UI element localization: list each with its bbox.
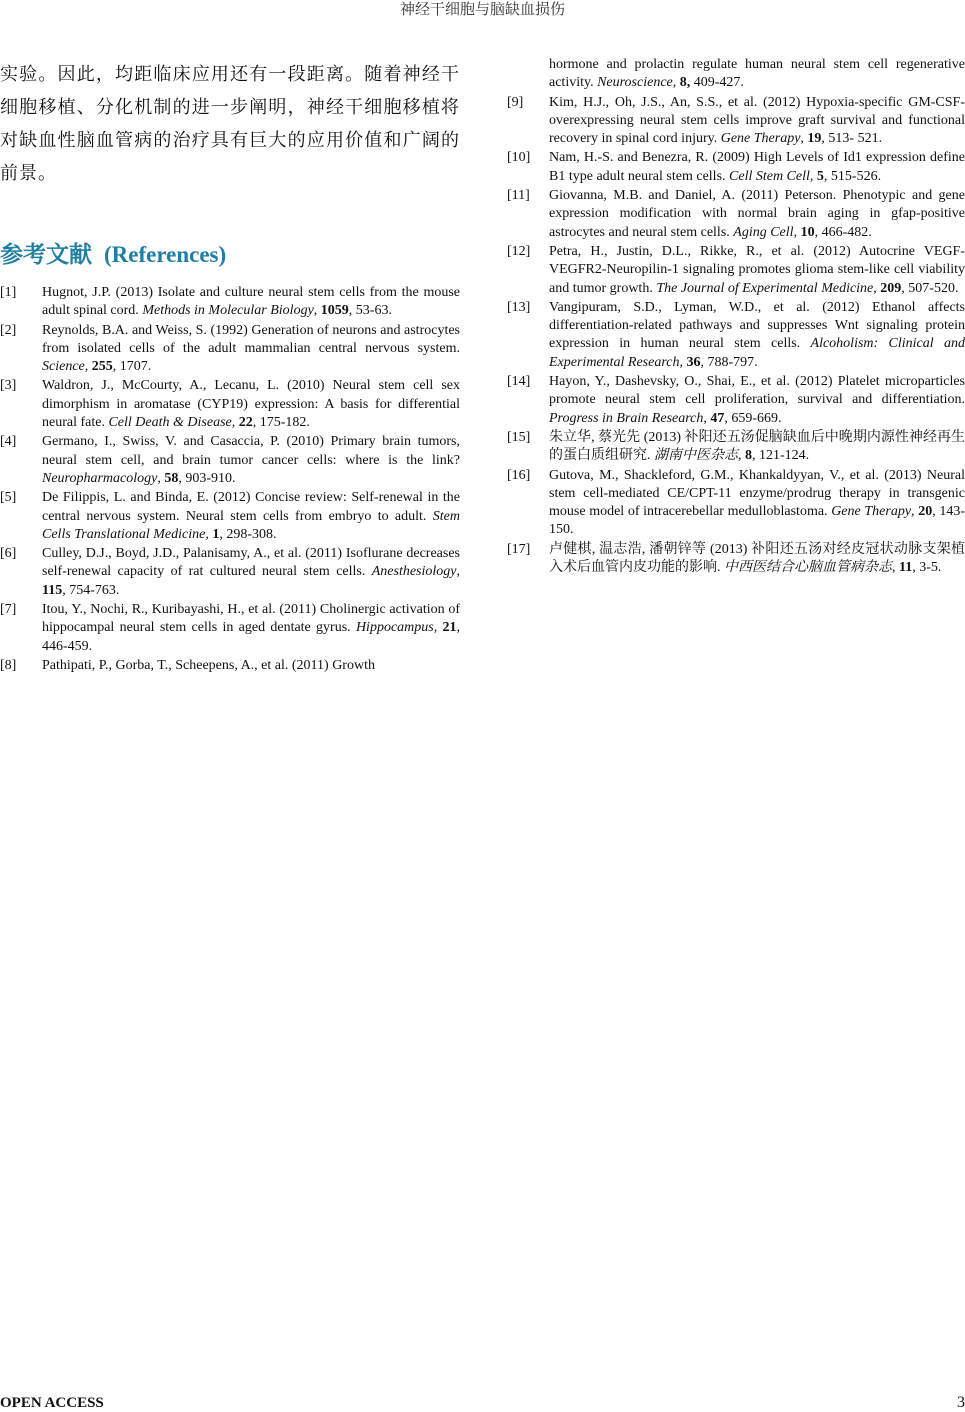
reference-text: Waldron, J., McCourty, A., Lecanu, L. (2010) Neural stem cell sex dimorphism in aromatase (CYP19) expression: A basis for differential neural fate. (42, 378, 460, 431)
reference-journal: 中西医结合心脑血管病杂志 (724, 560, 892, 576)
reference-volume: 1 (212, 526, 220, 542)
reference-journal: Anesthesiology (371, 564, 457, 580)
reference-item (507, 94, 965, 149)
continuation-volume: 8, (679, 75, 691, 91)
references-heading-cn: 参考文献 (0, 242, 92, 267)
reference-volume: 11 (899, 560, 913, 576)
open-access-label: OPEN ACCESS (0, 1395, 104, 1411)
reference-pages: 121-124. (759, 448, 810, 464)
reference-volume: 36 (686, 354, 701, 370)
reference-journal: Gene Therapy (831, 504, 912, 520)
reference-volume: 5 (816, 168, 824, 184)
reference-item (507, 243, 965, 298)
reference-number: [1] (0, 285, 17, 300)
reference-journal: Hippocampus (355, 620, 434, 636)
reference-body: Hugnot, J.P. (2013) Isolate and culture neural stem cells from the mouse adult spinal cord. Methods in Molecular Biology, 1059, 53-63. (42, 285, 460, 319)
running-title: 神经干细胞与脑缺血损伤 (399, 2, 565, 18)
reference-item (507, 299, 965, 372)
reference-number: [7] (0, 602, 17, 618)
reference-body: 朱立华, 蔡光先 (2013) 补阳还五汤促脑缺血后中晚期内源性神经再生的蛋白质组研究. 湖南中医杂志, 8, 121-124. (549, 429, 965, 464)
references-heading-en: (References) (104, 242, 227, 267)
reference-pages: 175-182. (259, 415, 310, 431)
reference-body: 卢健棋, 温志浩, 潘朝锌等 (2013) 补阳还五汤对经皮冠状动脉支架植入术后血管内皮功能的影响. 中西医结合心脑血管病杂志, 11, 3-5. (549, 541, 965, 576)
reference-pages: 754-763. (69, 582, 120, 598)
reference-number: [17] (507, 541, 531, 557)
reference-body: Nam, H.-S. and Benezra, R. (2009) High Levels of Id1 expression define B1 type adult neural stem cells. Cell Stem Cell, 5, 515-526. (549, 150, 965, 184)
reference-text: Petra, H., Justin, D.L., Rikke, R., et al. (2012) Autocrine VEGF-VEGFR2-Neuropilin-1 signaling promotes glioma stem-like cell viability and tumor growth. (549, 243, 965, 296)
reference-item (0, 377, 460, 432)
reference-item (507, 429, 965, 466)
reference-pages: 446-459. (42, 638, 93, 654)
reference-item (507, 467, 965, 540)
continuation-pages: 409-427. (690, 75, 744, 91)
reference-text: Germano, I., Swiss, V. and Casaccia, P. (2010) Primary brain tumors, neural stem cell, and brain tumor cancer cells: where is the link? (42, 434, 460, 468)
conclusion-paragraph: 实验。因此，均距临床应用还有一段距离。随着神经干细胞移植、分化机制的进一步阐明，神经干细胞移植将对缺血性脑血管病的治疗具有巨大的应用价值和广阔的前景。 (0, 64, 460, 183)
reference-body: Hayon, Y., Dashevsky, O., Shai, E., et al. (2012) Platelet microparticles promote neural stem cell proliferation, survival and differentiation. Progress in Brain Research, 47, 659-669. (549, 374, 965, 426)
reference-item (0, 284, 460, 321)
reference-item (0, 489, 460, 544)
reference-volume: 255 (91, 359, 113, 375)
reference-body: Germano, I., Swiss, V. and Casaccia, P. (2010) Primary brain tumors, neural stem cell, and brain tumor cancer cells: where is the link? Neuropharmacology, 58, 903-910. (42, 434, 460, 486)
left-column (0, 58, 460, 676)
reference-body: Culley, D.J., Boyd, J.D., Palanisamy, A., et al. (2011) Isoflurane decreases self-renewal capacity of rat cultured neural stem cells. Anesthesiology, 115, 754-763. (42, 546, 460, 598)
reference-item (0, 657, 460, 675)
reference-number: [14] (507, 374, 531, 390)
reference-text: Pathipati, P., Gorba, T., Scheepens, A., et al. (2011) Growth (42, 657, 375, 673)
reference-text: 卢健棋, 温志浩, 潘朝锌等 (2013) 补阳还五汤对经皮冠状动脉支架植入术后血管内皮功能的影响. (549, 541, 965, 576)
reference-body: Waldron, J., McCourty, A., Lecanu, L. (2010) Neural stem cell sex dimorphism in aromatase (CYP19) expression: A basis for differential neural fate. Cell Death & Disease, 22, 175-182. (42, 378, 460, 431)
reference-text: Itou, Y., Nochi, R., Kuribayashi, H., et al. (2011) Cholinergic activation of hippocampal neural stem cells in aged dentate gyrus. (42, 602, 460, 636)
reference-body: Reynolds, B.A. and Weiss, S. (1992) Generation of neurons and astrocytes from isolated cells of the adult mammalian central nervous system. Science, 255, 1707. (42, 322, 460, 375)
reference-journal: Progress in Brain Research (549, 410, 704, 426)
reference-pages: 3-5. (919, 560, 942, 576)
reference-text: De Filippis, L. and Binda, E. (2012) Concise review: Self-renewal in the central nervous system. Neural stem cells from embryo to adult. (42, 490, 460, 524)
reference-text: Giovanna, M.B. and Daniel, A. (2011) Peterson. Phenotypic and gene expression modification with normal brain aging in gfap-positive astrocytes and neural stem cells. (549, 188, 965, 240)
reference-body: Kim, H.J., Oh, J.S., An, S.S., et al. (2012) Hypoxia-specific GM-CSF-overexpressing neural stem cells improve graft survival and functional recovery in spinal cord injury. Gene Therapy, 19, 513- 521. (549, 94, 965, 147)
reference-item (0, 322, 460, 377)
reference-volume: 209 (880, 280, 902, 296)
reference-body: Giovanna, M.B. and Daniel, A. (2011) Peterson. Phenotypic and gene expression modification with normal brain aging in gfap-positive astrocytes and neural stem cells. Aging Cell, 10, 466-482. (549, 188, 965, 240)
reference-journal: Cell Death & Disease (108, 415, 232, 431)
reference-text: Nam, H.-S. and Benezra, R. (2009) High Levels of Id1 expression define B1 type adult neural stem cells. (549, 150, 965, 184)
reference-text: Hugnot, J.P. (2013) Isolate and culture neural stem cells from the mouse adult spinal cord. (42, 285, 460, 319)
reference-item (507, 373, 965, 428)
reference-number: [8] (0, 657, 17, 673)
reference-journal: The Journal of Experimental Medicine (656, 280, 874, 296)
reference-body: De Filippis, L. and Binda, E. (2012) Concise review: Self-renewal in the central nervous system. Neural stem cells from embryo to adult. Stem Cells Translational Medicine, 1, 298-308. (42, 490, 460, 542)
reference-body: Itou, Y., Nochi, R., Kuribayashi, H., et al. (2011) Cholinergic activation of hippocampal neural stem cells in aged dentate gyrus. Hippocampus, 21, 446-459. (42, 602, 460, 654)
reference-item (507, 541, 965, 578)
continuation-journal: Neuroscience (597, 75, 673, 91)
reference-number: [16] (507, 467, 531, 483)
reference-journal: Stem Cells Translational Medicine (42, 508, 460, 542)
reference-volume: 58 (164, 470, 179, 486)
reference-number: [12] (507, 243, 531, 259)
reference-number: [10] (507, 150, 531, 166)
reference-pages: 143-150. (549, 504, 965, 538)
reference-number: [9] (507, 94, 524, 110)
reference-item (507, 187, 965, 242)
reference-text: Kim, H.J., Oh, J.S., An, S.S., et al. (2012) Hypoxia-specific GM-CSF-overexpressing neural stem cells improve graft survival and functional recovery in spinal cord injury. (549, 94, 965, 147)
references-heading (0, 240, 460, 270)
reference-number: [3] (0, 378, 17, 394)
reference-text: Hayon, Y., Dashevsky, O., Shai, E., et al. (2012) Platelet microparticles promote neural stem cell proliferation, survival and differentiation. (549, 374, 965, 408)
reference-journal: Alcoholism: Clinical and Experimental Research (549, 336, 965, 370)
reference-pages: 298-308. (226, 526, 277, 542)
reference-volume: 10 (800, 224, 815, 240)
reference-list-left (0, 284, 460, 675)
reference-journal: 湖南中医杂志 (654, 448, 738, 464)
reference-journal: Gene Therapy (720, 131, 801, 147)
reference-pages: 1707. (119, 359, 152, 375)
reference-journal: Methods in Molecular Biology (142, 303, 314, 319)
reference-continuation: hormone and prolactin regulate human neural stem cell regenerative activity. Neuroscience, 8, 409-427. (549, 57, 965, 91)
reference-item (0, 601, 460, 656)
reference-number: [11] (507, 188, 530, 204)
reference-text: Culley, D.J., Boyd, J.D., Palanisamy, A., et al. (2011) Isoflurane decreases self-renewal capacity of rat cultured neural stem cells. (42, 546, 460, 580)
reference-volume: 22 (238, 415, 253, 431)
reference-number: [13] (507, 299, 531, 315)
reference-volume: 47 (710, 410, 725, 426)
reference-body: Petra, H., Justin, D.L., Rikke, R., et al. (2012) Autocrine VEGF-VEGFR2-Neuropilin-1 signaling promotes glioma stem-like cell viability and tumor growth. The Journal of Experimental Medicine, 209, 507-520. (549, 243, 965, 296)
continuation-text: hormone and prolactin regulate human neural stem cell regenerative activity. (549, 57, 965, 91)
reference-pages: 466-482. (821, 224, 872, 240)
reference-item (0, 433, 460, 488)
reference-volume: 21 (442, 620, 457, 636)
reference-journal: Aging Cell (733, 224, 794, 240)
reference-pages: 513- 521. (828, 131, 883, 147)
right-column (507, 56, 965, 578)
reference-volume: 115 (42, 582, 63, 598)
reference-body: Gutova, M., Shackleford, G.M., Khankaldyyan, V., et al. (2013) Neural stem cell-mediated CE/CPT-11 enzyme/prodrug therapy in transgenic mouse model of intracerebellar medulloblastoma. Gene Therapy, 20, 143-150. (549, 467, 965, 538)
reference-item (0, 545, 460, 600)
reference-text: 朱立华, 蔡光先 (2013) 补阳还五汤促脑缺血后中晚期内源性神经再生的蛋白质组研究. (549, 429, 965, 464)
reference-number: [4] (0, 434, 17, 450)
reference-pages: 903-910. (185, 470, 236, 486)
reference-number: [6] (0, 546, 17, 562)
reference-text: Gutova, M., Shackleford, G.M., Khankaldyyan, V., et al. (2013) Neural stem cell-mediated CE/CPT-11 enzyme/prodrug therapy in transgenic mouse model of intracerebellar medulloblastoma. (549, 467, 965, 520)
reference-pages: 788-797. (707, 354, 758, 370)
reference-list-right (507, 94, 965, 578)
reference-text: Reynolds, B.A. and Weiss, S. (1992) Generation of neurons and astrocytes from isolated cells of the adult mammalian central nervous system. (42, 322, 460, 356)
reference-pages: 659-669. (731, 410, 782, 426)
reference-number: [5] (0, 490, 17, 506)
reference-journal: Cell Stem Cell (729, 168, 810, 184)
reference-volume: 19 (807, 131, 822, 147)
reference-journal: Science (42, 359, 85, 375)
page-number: 3 (957, 1394, 965, 1411)
reference-volume: 20 (918, 504, 933, 520)
reference-volume: 1059 (320, 303, 349, 319)
reference-pages: 507-520. (908, 280, 959, 296)
reference-volume: 8 (745, 448, 752, 464)
reference-pages: 515-526. (830, 168, 882, 184)
reference-number: [15] (507, 429, 531, 445)
reference-item (507, 149, 965, 186)
reference-pages: 53-63. (355, 303, 392, 319)
reference-journal: Neuropharmacology (42, 470, 158, 486)
reference-body (42, 658, 375, 673)
reference-number: [2] (0, 322, 17, 338)
reference-text: Vangipuram, S.D., Lyman, W.D., et al. (2012) Ethanol affects differentiation-related pathways and suppresses Wnt signaling protein expression in human neural stem cells. (549, 299, 965, 352)
reference-body: Vangipuram, S.D., Lyman, W.D., et al. (2012) Ethanol affects differentiation-related pathways and suppresses Wnt signaling protein expression in human neural stem cells. Alcoholism: Clinical and Experimental Research, 36, 788-797. (549, 299, 965, 370)
